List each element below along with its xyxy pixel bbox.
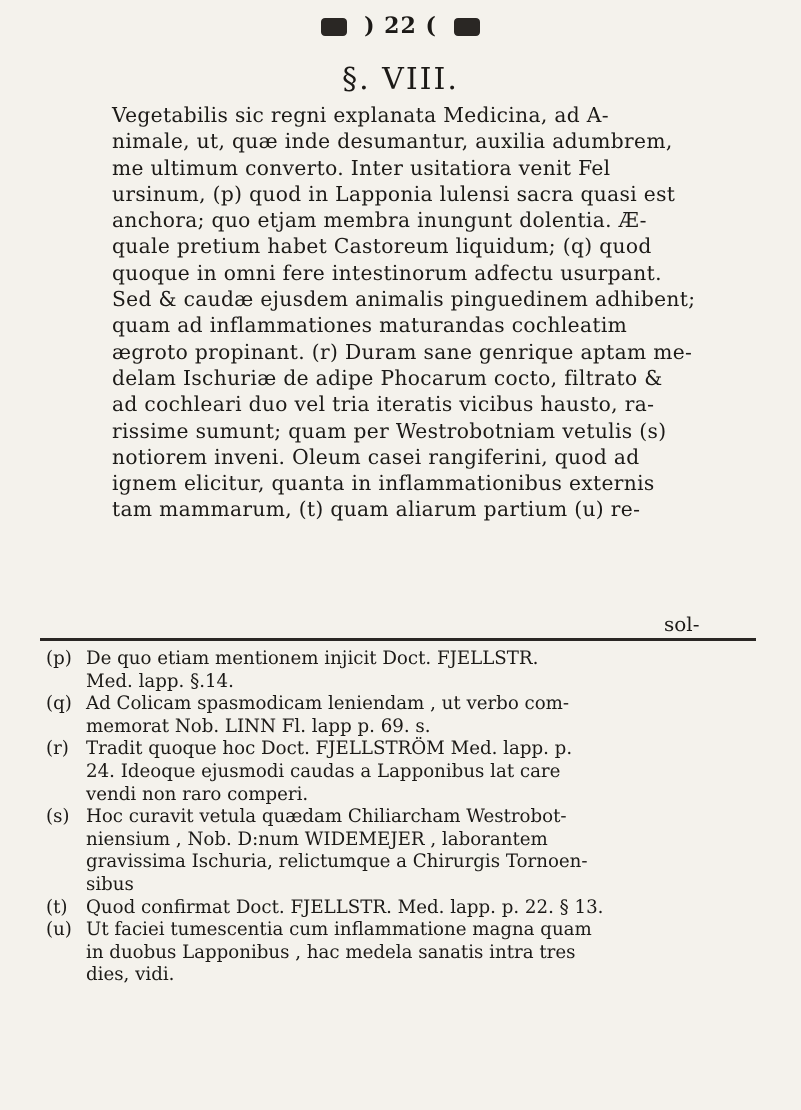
body-line: ægroto propinant. (r) Duram sane genrique aptam me- [112, 339, 693, 364]
body-line: quoque in omni fere intestinorum adfectu usurpant. [112, 260, 662, 285]
footnote-line: 24. Ideoque ejusmodi caudas a Lapponibus lat care [86, 760, 561, 782]
footnote-line: sibus [86, 873, 134, 895]
footnote-line: vendi non raro comperi. [86, 783, 309, 805]
footnote-mark: (r) [46, 738, 69, 760]
body-line: Vegetabilis sic regni explanata Medicina, ad A- [112, 103, 609, 127]
body-line: anchora; quo etjam membra inungunt dolentia. Æ- [112, 208, 647, 233]
footnote-mark: (p) [46, 648, 72, 669]
footnote-line: memorat Nob. LINN Fl. lapp p. 69. s. [86, 715, 431, 737]
footnote-divider [40, 638, 756, 641]
footnote-mark: (t) [46, 896, 68, 918]
body-line: ad cochleari duo vel tria iteratis vicibus hausto, ra- [112, 392, 655, 417]
right-ornament-icon [454, 18, 480, 36]
footnote-line: dies, vidi. [86, 964, 175, 986]
footnote-line: Hoc curavit vetula quædam Chiliarcham Westrobot- [86, 806, 567, 828]
footnote-line: Tradit quoque hoc Doct. FJELLSTRÖM Med. lapp. p. [86, 738, 573, 760]
body-line: delam Ischuriæ de adipe Phocarum cocto, filtrato & [112, 365, 663, 390]
body-line: Sed & caudæ ejusdem animalis pinguedinem adhibent; [112, 287, 696, 312]
body-line: notiorem inveni. Oleum casei rangiferini, quod ad [112, 444, 640, 469]
footnote-r [46, 738, 758, 806]
footnote-p [46, 648, 758, 693]
body-line: quam ad inflammationes maturandas cochleatim [112, 313, 628, 338]
footnote-line: niensium , Nob. D:num WIDEMEJER , laborantem [86, 828, 548, 850]
body-line: quale pretium habet Castoreum liquidum; (q) quod [112, 234, 652, 259]
body-line: tam mammarum, (t) quam aliarum partium (u) re- [112, 497, 641, 522]
body-line: nimale, ut, quæ inde desumantur, auxilia adumbrem, [112, 129, 673, 154]
page-number: ) 22 ( [364, 13, 437, 39]
footnote-t [46, 897, 758, 920]
main-paragraph [112, 102, 694, 523]
left-ornament-icon [321, 18, 347, 36]
body-line: me ultimum converto. Inter usitatiora venit Fel [112, 155, 611, 180]
page-header [0, 10, 801, 42]
footnote-line: Quod confirmat Doct. FJELLSTR. Med. lapp. p. 22. § 13. [86, 896, 604, 918]
section-title: §. VIII. [342, 62, 459, 97]
footnote-line: Ad Colicam spasmodicam leniendam , ut verbo com- [86, 693, 570, 715]
footnote-s [46, 806, 758, 896]
footnote-line: Ut faciei tumescentia cum inflammatione magna quam [86, 919, 592, 941]
footnote-line: gravissima Ischuria, relictumque a Chirurgis Tornoen- [86, 851, 588, 873]
footnote-mark: (s) [46, 806, 70, 828]
body-line: ursinum, (p) quod in Lapponia lulensi sacra quasi est [112, 181, 676, 206]
footnote-line: De quo etiam mentionem injicit Doct. FJELLSTR. [86, 648, 539, 669]
body-line: rissime sumunt; quam per Westrobotniam vetulis (s) [112, 418, 667, 443]
footnote-line: in duobus Lapponibus , hac medela sanatis intra tres [86, 941, 576, 963]
footnote-mark: (u) [46, 919, 72, 941]
footnote-q [46, 693, 758, 738]
footnote-mark: (q) [46, 693, 72, 715]
footnote-u [46, 919, 758, 987]
footnotes [46, 648, 758, 987]
body-line: ignem elicitur, quanta in inflammationibus externis [112, 471, 655, 496]
footnote-line: Med. lapp. §.14. [86, 670, 234, 692]
catchword: sol- [664, 612, 700, 636]
